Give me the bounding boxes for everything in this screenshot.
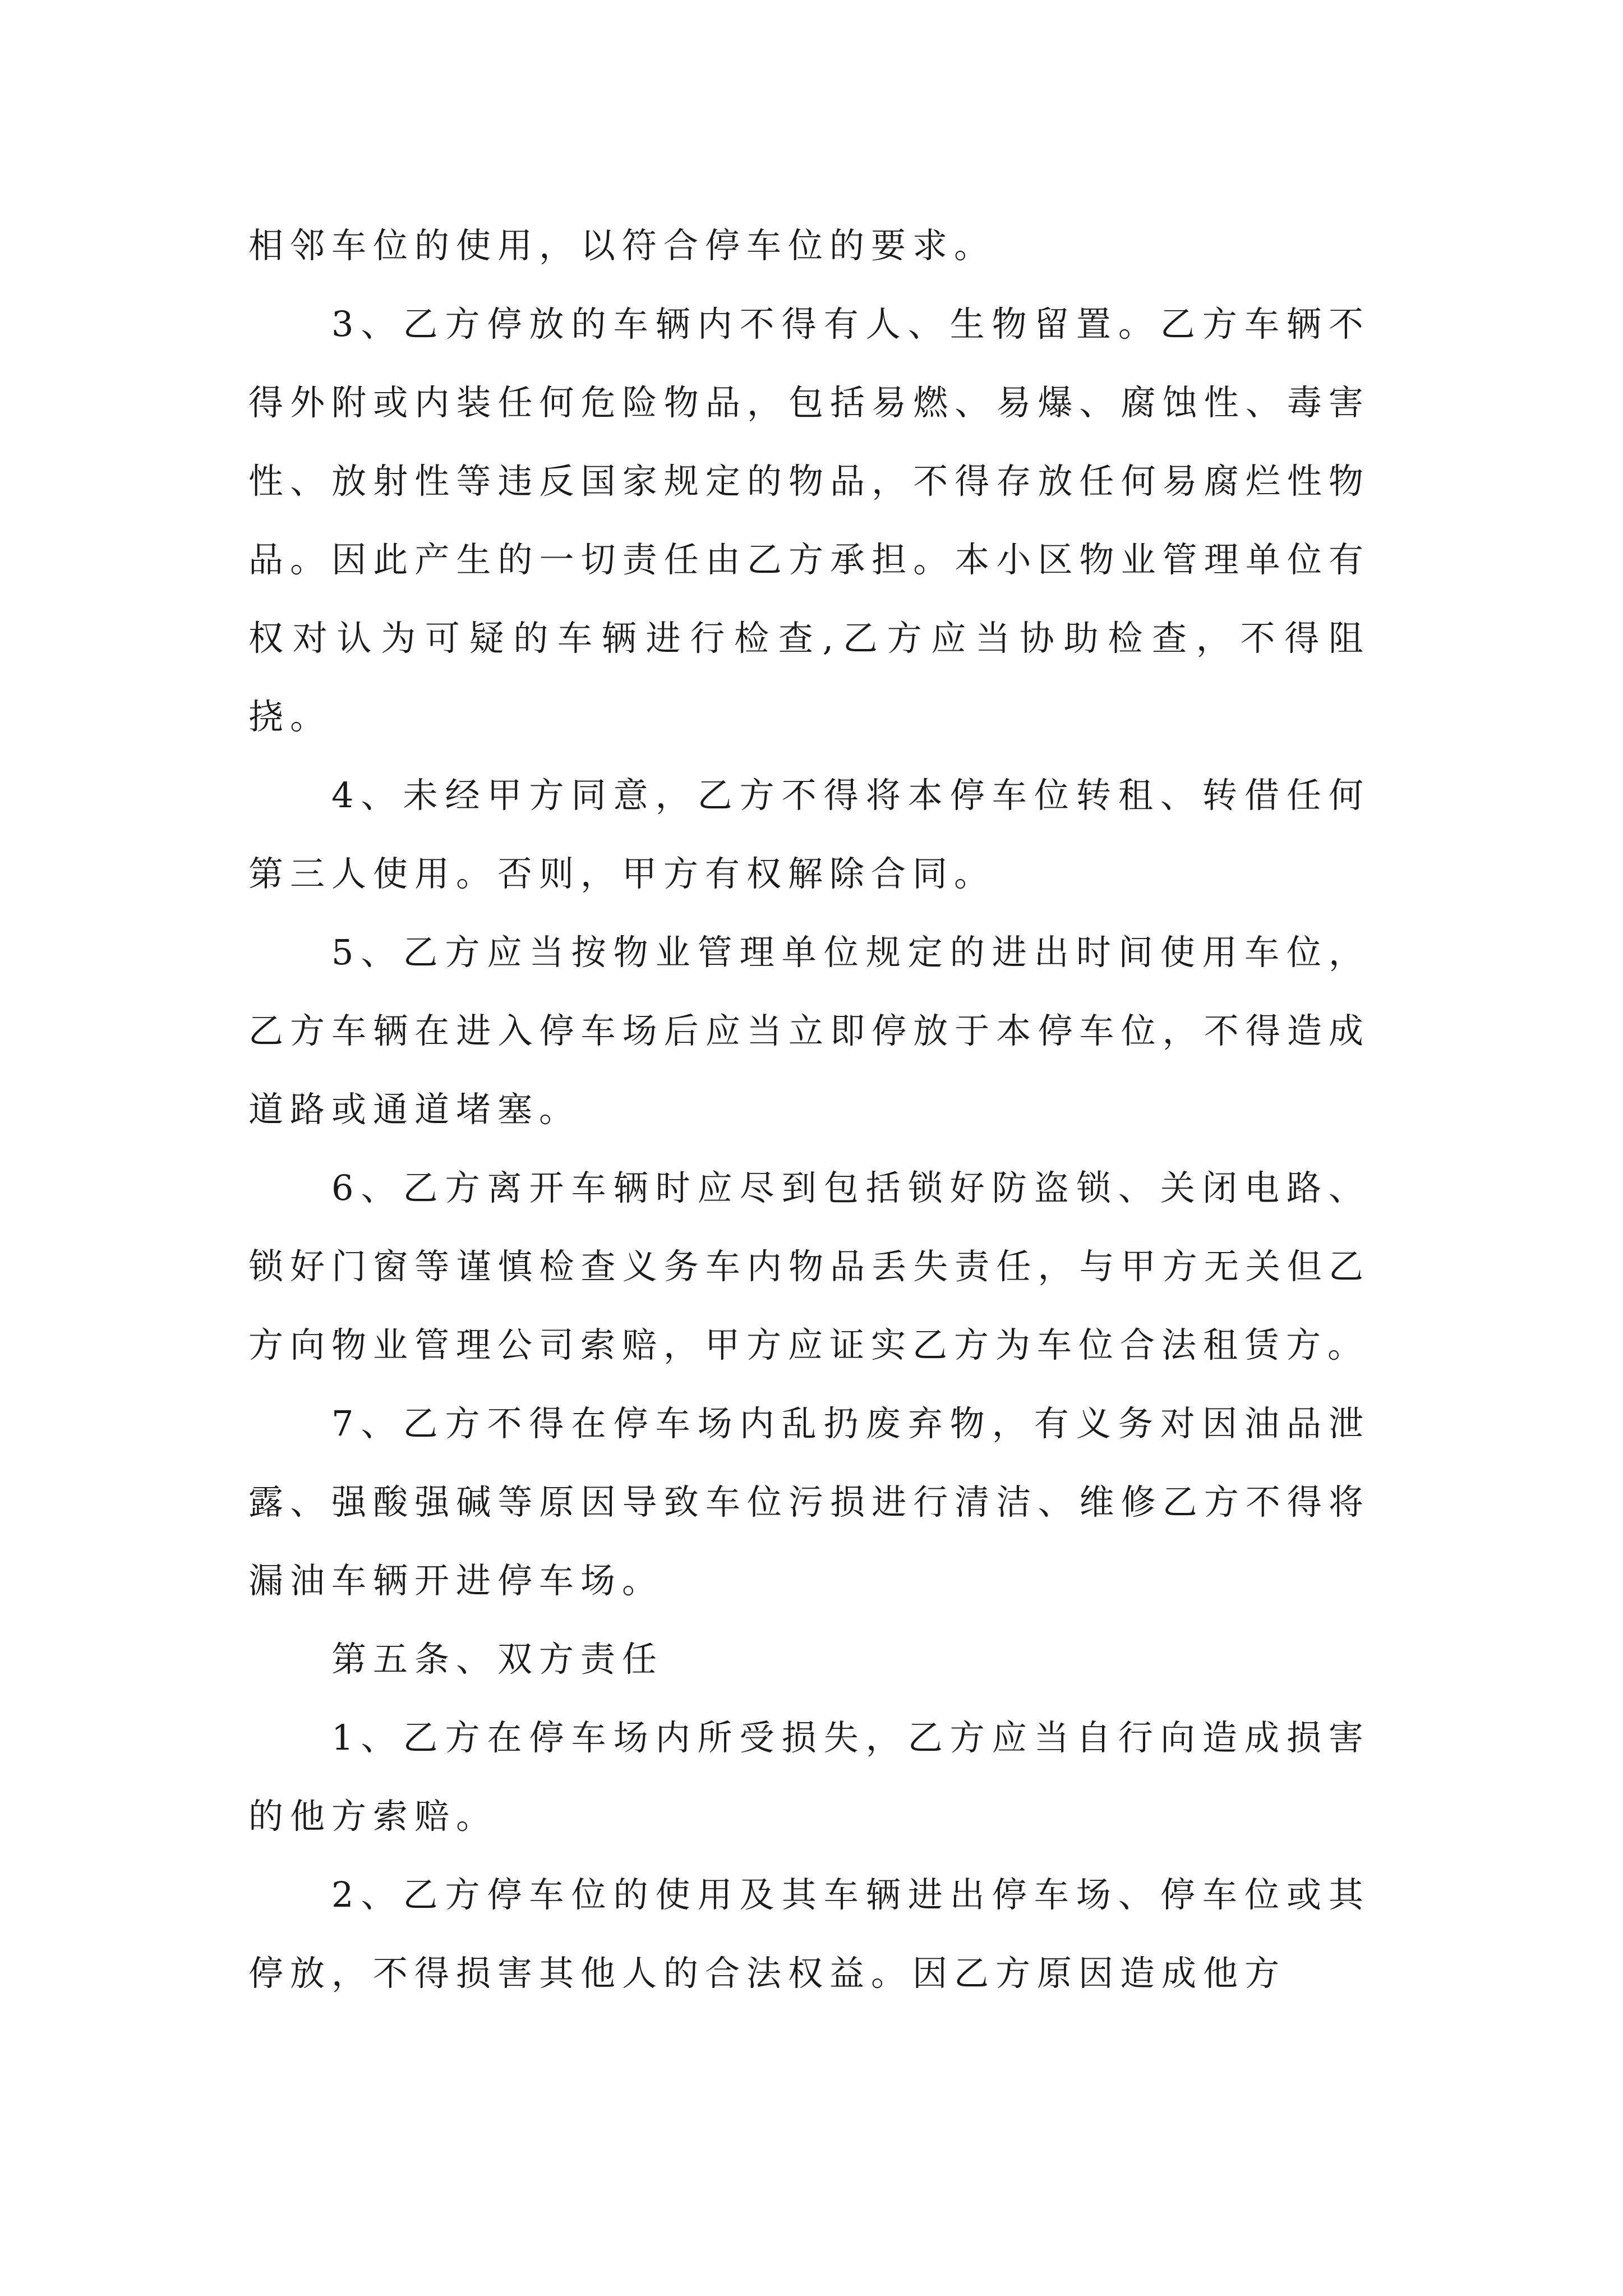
paragraph-article-5-clause-2: 2、乙方停车位的使用及其车辆进出停车场、停车位或其停放，不得损害其他人的合法权益。因乙方原因造成他方 xyxy=(248,1874,1370,1994)
paragraph-article-5-clause-1: 1、乙方在停车场内所受损失，乙方应当自行向造成损害的他方索赔。 xyxy=(248,1717,1370,1837)
paragraph-clause-7: 7、乙方不得在停车场内乱扔废弃物，有义务对因油品泄露、强酸强碱等原因导致车位污损进行清洁、维修乙方不得将漏油车辆开进停车场。 xyxy=(248,1403,1370,1601)
paragraph-clause-5: 5、乙方应当按物业管理单位规定的进出时间使用车位，乙方车辆在进入停车场后应当立即停放于本停车位，不得造成道路或通道堵塞。 xyxy=(248,932,1370,1130)
paragraph-clause-4: 4、未经甲方同意，乙方不得将本停车位转租、转借任何第三人使用。否则，甲方有权解除合同。 xyxy=(248,775,1370,894)
document-body xyxy=(248,206,1370,2013)
paragraph-clause-3: 3、乙方停放的车辆内不得有人、生物留置。乙方车辆不得外附或内装任何危险物品，包括易燃、易爆、腐蚀性、毒害性、放射性等违反国家规定的物品，不得存放任何易腐烂性物品。因此产生的一切责任由乙方承担。本小区物业管理单位有权对认为可疑的车辆进行检查,乙方应当协助检查，不得阻挠。 xyxy=(248,303,1370,737)
paragraph-continuation: 相邻车位的使用，以符合停车位的要求。 xyxy=(248,225,996,266)
paragraph-clause-6: 6、乙方离开车辆时应尽到包括锁好防盗锁、关闭电路、锁好门窗等谨慎检查义务车内物品丢失责任，与甲方无关但乙方向物业管理公司索赔，甲方应证实乙方为车位合法租赁方。 xyxy=(248,1167,1370,1365)
section-heading-article-5: 第五条、双方责任 xyxy=(331,1639,664,1680)
